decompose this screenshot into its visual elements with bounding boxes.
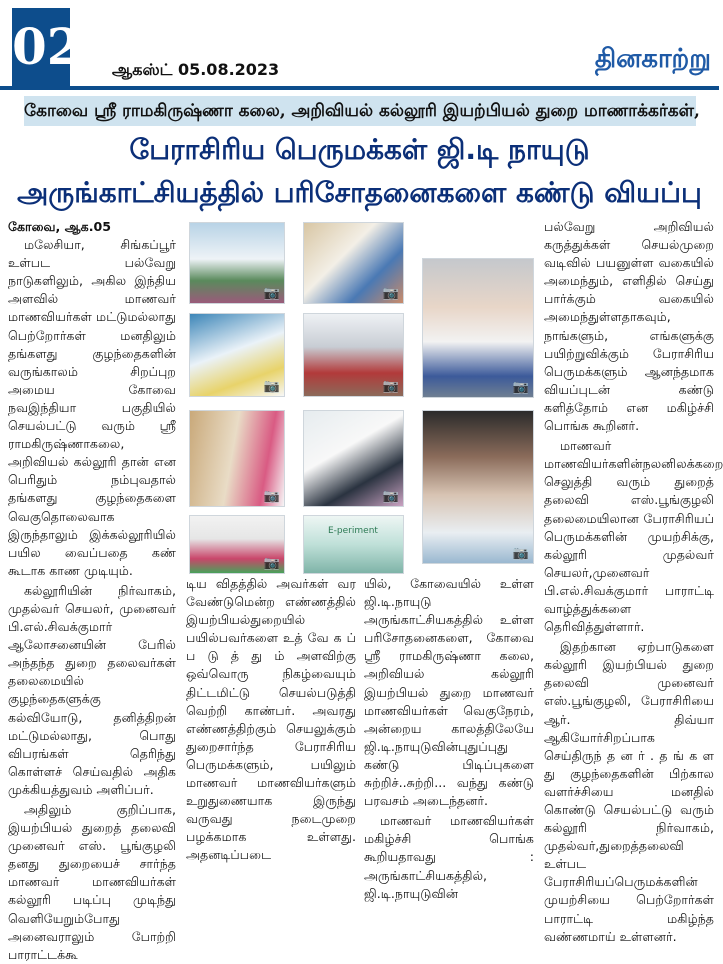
- photo-students-closeup: [422, 258, 534, 398]
- newspaper-logo: தினகாற்று: [594, 44, 711, 74]
- photo-display-desk: [189, 313, 285, 397]
- camera-icon: 📷: [512, 546, 529, 561]
- paragraph: டிய விதத்தில் அவர்கள் வர வேண்டுமென்ற எண்ணத்தில் இயற்பியல்துறையில் பயில்பவர்களை உத் வே க ப் ப டு த் து ம் அளவிற்கு ஒவ்வொரு நிகழ்வையும் திட்டமிட்டு செயல்படுத்தி வெற்றி காண்பர். அவரது எண்ணத்திற்கும் செயலுக்கும் துறைசார்ந்த பேராசிரிய பெருமக்களும், பயிலும் மாணவர் மாணவியர்களும் உறுதுணையாக இருந்து வருவது நடைமுறை பழக்கமாக உள்ளது. அதனடிப்படை: [186, 576, 356, 863]
- paragraph: பல்வேறு அறிவியல் கருத்துக்கள் செயல்முறை வடிவில் பயனுள்ள வகையில் அமைந்தும், எளிதில் செய்து பார்க்கும் வகையில் அமைந்துள்ளதாகவும், நாங்களும், எங்களுக்கு பயிற்றுவிக்கும் பேராசிரிய பெருமக்களும் ஆனந்தமாக வியப்புடன் கண்டு களித்தோம் என மகிழ்ச்சி பொங்க கூறினர்.: [544, 219, 714, 434]
- paragraph: கல்லூரியின் நிர்வாகம், முதல்வர் செயலர், முனைவர் பி.எல்.சிவக்குமார் ஆலோசனையின் பேரில் அந்தந்த துறை தலைவர்கள் தலைமையில் குழந்தைகளுக்கு கல்வியோடு, தனித்திறன் மட்டுமல்லாது, பொது விபரங்கள் தெரிந்து கொள்ளச் செய்வதில் அதிக முக்கியத்துவம் அளிப்பர்.: [8, 582, 176, 797]
- camera-icon: 📷: [512, 380, 529, 395]
- photo-students-at-exhibit: [303, 313, 404, 397]
- camera-icon: 📷: [382, 286, 399, 301]
- paragraph: அதிலும் குறிப்பாக, இயற்பியல் துறைத் தலைவி முனைவர் எஸ். பூங்குழலி தனது துறையைச் சார்ந்த மாணவர் மாணவியர்கள் கல்லூரி படிப்பு முடிந்து வெளியேறும்போது அனைவராலும் போற்றி பாராட்டக்கூ: [8, 802, 176, 962]
- paragraph: மாணவர் மாணவியர்களின்நலனிலக்கறை செலுத்தி வரும் துறைத் தலைவி எஸ்.பூங்குழலி தலைமையிலான பேராசிரியப் பெருமக்களின் முயற்சிக்கு, கல்லூரி முதல்வர் செயலர்,முனைவர் பி.எல்.சிவக்குமார் பாராட்டி வாழ்த்துக்களை தெரிவித்துள்ளார்.: [544, 438, 723, 635]
- photo-mirror-exhibit: [189, 515, 285, 574]
- article-column-1: [8, 218, 176, 962]
- camera-icon: 📷: [263, 556, 280, 571]
- paragraph: மலேசியா, சிங்கப்பூர் உள்பட பல்வேறு நாடுகளிலும், அகில இந்திய அளவில் மாணவர் மாணவியர்கள் மட்டுமல்லாது பெற்றோர்கள் மனதிலும் தங்களது குழந்தைகளின் வருங்காலம் சிறப்புற அமைய கோவை நவஇந்தியா பகுதியில் செயல்பட்டு வரும் ஸ்ரீ ராமகிருஷ்ணாகலை, அறிவியல் கல்லூரி தான் என பெரிதும் நம்புவதால் தங்களது குழந்தைகளை வெகுதொலைவாக இருந்தாலும் இக்கல்லூரியில் பயில வைப்பதை கண் கூடாக காண முடியும்.: [8, 237, 176, 578]
- camera-icon: 📷: [382, 379, 399, 394]
- issue-date: ஆகஸ்ட் 05.08.2023: [112, 60, 280, 79]
- photo-exhibit-visitors: [303, 222, 404, 304]
- article-column-3: [364, 575, 534, 901]
- photo-group-hall: [189, 222, 285, 304]
- camera-icon: 📷: [263, 286, 280, 301]
- photo-string-exhibit: [189, 410, 285, 507]
- page-number: 02: [12, 8, 70, 86]
- paragraph: யில், கோவையில் உள்ள ஜி.டி.நாயுடு அருங்காட்சியகத்தில் உள்ள பரிசோதனைகளை, கோவை ஸ்ரீ ராமகிருஷ்ணா கலை, அறிவியல் கல்லூரி இயற்பியல் துறை மாணவர் மாணவியர்கள் வெகுநேரம், அன்றைய காலத்திலேயே ஜி.டி.நாயுடுவின்புதுப்புது கண்டு பிடிப்புகளை சுற்றிச்..சுற்றி... வந்து கண்டு பரவசம் அடைந்தனர்.: [364, 576, 534, 809]
- headline-line-2: அருங்காட்சியத்தில் பரிசோதனைகளை கண்டு வியப்பு: [17, 176, 702, 209]
- exhibit-sign: E-periment: [328, 526, 378, 536]
- paragraph: இதற்கான ஏற்பாடுகளை கல்லூரி இயற்பியல் துறை தலைவி முனைவர் எஸ்.பூங்குழலி, பேராசிரியை ஆர். திவ்யா ஆகியோர்சிறப்பாக செய்திருந் த ன ர் . த ங் க ள து குழந்தைகளின் பிற்கால வளர்ச்சியை மனதில் கொண்டு செயல்பட்டு வரும் கல்லூரி நிர்வாகம், முதல்வர்,துறைத்தலைவி உள்பட பேராசிரியப்பெருமக்களின் முயற்சியை பெற்றோர்கள் பாராட்டி மகிழ்ந்த வண்ணமாய் உள்ளனர்.: [544, 639, 714, 944]
- camera-icon: 📷: [382, 489, 399, 504]
- paragraph: மாணவர் மாணவியர்கள் மகிழ்ச்சி பொங்க கூறியதாவது : அருங்காட்சியகத்தில், ஜி.டி.நாயுடுவின்: [364, 813, 534, 901]
- article-column-2: [186, 575, 356, 883]
- camera-icon: 📷: [263, 489, 280, 504]
- kicker-line: கோவை ஸ்ரீ ராமகிருஷ்ணா கலை, அறிவியல் கல்லூரி இயற்பியல் துறை மாணாக்கர்கள்,: [24, 96, 696, 126]
- camera-icon: 📷: [263, 379, 280, 394]
- article-column-4: [544, 218, 723, 944]
- photo-students-observing: [422, 410, 534, 564]
- photo-experiment-table: [303, 410, 404, 507]
- dateline: கோவை, ஆக.05: [8, 219, 112, 234]
- headline-line-1: பேராசிரிய பெருமக்கள் ஜி.டி நாயுடு: [129, 133, 590, 166]
- header-rule: [0, 86, 719, 90]
- photo-experiment-wall: [303, 515, 404, 574]
